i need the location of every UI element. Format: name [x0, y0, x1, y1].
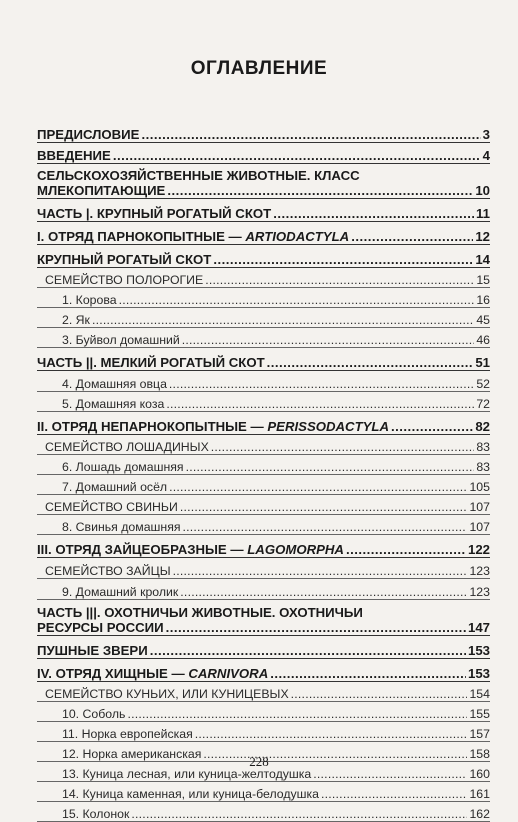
toc-entry — [37, 124, 490, 143]
toc-entry — [37, 268, 490, 288]
toc-entry-label: 13. Куница лесная, или куница-желтодушка — [62, 767, 312, 781]
toc-entry — [37, 579, 490, 600]
toc-entry — [37, 348, 490, 371]
toc-entry-label: 2. Як — [62, 313, 90, 327]
toc-entry-page: 51 — [475, 355, 490, 370]
toc-entry-latin: CARNIVORA — [188, 666, 269, 681]
toc-entry-label: СЕМЕЙСТВО ЗАЙЦЫ — [45, 564, 171, 578]
toc-entry-label: ЧАСТЬ ||. МЕЛКИЙ РОГАТЫЙ СКОТ — [37, 355, 265, 370]
toc-entry-label: ПУШНЫЕ ЗВЕРИ — [37, 643, 148, 658]
toc-entry-latin: LAGOMORPHA — [247, 542, 344, 557]
toc-entry-label-line1: ЧАСТЬ |||. ОХОТНИЧЬИ ЖИВОТНЫЕ. ОХОТНИЧЬИ — [37, 605, 363, 620]
toc-entry-label: 12. Норка американская — [62, 747, 202, 761]
toc-entry-page: 82 — [475, 419, 490, 434]
toc-entry-label: СЕМЕЙСТВО КУНЬИХ, ИЛИ КУНИЦЕВЫХ — [45, 687, 289, 701]
toc-entry-latin: PERISSODACTYLA — [267, 419, 390, 434]
toc-entry — [37, 435, 490, 455]
toc-entry-page: 83 — [476, 460, 490, 474]
toc-entry-label: 10. Соболь — [62, 707, 126, 721]
toc-entry-page: 158 — [469, 747, 490, 761]
toc-entry-label: I. ОТРЯД ПАРНОКОПЫТНЫЕ — — [37, 229, 246, 244]
toc-entry-page: 4 — [482, 148, 490, 163]
toc-entry — [37, 600, 490, 636]
toc-entry — [37, 702, 490, 722]
toc-entry-page: 10 — [475, 183, 490, 198]
toc-entry — [37, 636, 490, 659]
toc-entry-page: 72 — [476, 397, 490, 411]
toc-entry-page: 16 — [476, 293, 490, 307]
toc-entry-page: 154 — [469, 687, 490, 701]
toc-entry — [37, 164, 490, 199]
toc-entry — [37, 245, 490, 268]
toc-entry-page: 107 — [469, 520, 490, 534]
toc-entry-page: 123 — [469, 585, 490, 599]
toc-entry-page: 162 — [469, 807, 490, 821]
toc-entry-page: 122 — [467, 542, 490, 557]
page-number: 228 — [249, 754, 269, 769]
toc-entry-label-line1: СЕЛЬСКОХОЗЯЙСТВЕННЫЕ ЖИВОТНЫЕ. КЛАСС — [37, 168, 360, 183]
toc-entry — [37, 371, 490, 392]
toc-entry-label: 1. Корова — [62, 293, 117, 307]
toc-entry — [37, 782, 490, 802]
toc-entry-page: 14 — [475, 252, 490, 267]
toc-entry — [37, 412, 490, 435]
toc-entry-page: 52 — [476, 377, 490, 391]
toc-entry-page: 147 — [467, 620, 490, 635]
toc-entry-label: 7. Домашний осёл — [62, 480, 168, 494]
toc-entry-label: ЧАСТЬ |. КРУПНЫЙ РОГАТЫЙ СКОТ — [37, 206, 272, 221]
toc-entry-page: 123 — [469, 564, 490, 578]
toc-entry — [37, 308, 490, 328]
toc-entry — [37, 535, 490, 558]
toc-entry-page: 161 — [469, 787, 490, 801]
toc-entry-page: 107 — [469, 500, 490, 514]
toc-entry-label: СЕМЕЙСТВО ЛОШАДИНЫХ — [45, 440, 209, 454]
toc-entry — [37, 802, 490, 822]
toc-entry-label: 3. Буйвол домашний — [62, 333, 180, 347]
toc-entry-page: 12 — [475, 229, 490, 244]
toc-entry-page: 155 — [469, 707, 490, 721]
toc-entry — [37, 682, 490, 702]
toc-entry-label: II. ОТРЯД НЕПАРНОКОПЫТНЫЕ — — [37, 419, 268, 434]
table-of-contents — [37, 124, 490, 822]
toc-entry — [37, 659, 490, 682]
toc-entry-label: 8. Свинья домашняя — [62, 520, 181, 534]
toc-entry — [37, 328, 490, 348]
toc-entry-label: СЕМЕЙСТВО СВИНЬИ — [45, 500, 178, 514]
toc-entry-page: 83 — [476, 440, 490, 454]
toc-entry-label: СЕМЕЙСТВО ПОЛОРОГИЕ — [45, 273, 204, 287]
toc-entry-label: 9. Домашний кролик — [62, 585, 179, 599]
toc-entry — [37, 515, 490, 535]
toc-entry-label: III. ОТРЯД ЗАЙЦЕОБРАЗНЫЕ — — [37, 542, 248, 557]
toc-entry-label-line2: МЛЕКОПИТАЮЩИЕ — [37, 183, 166, 198]
toc-entry-label: 5. Домашняя коза — [62, 397, 165, 411]
toc-entry-latin: ARTIODACTYLA — [245, 229, 350, 244]
toc-entry — [37, 199, 490, 222]
toc-entry — [37, 475, 490, 495]
toc-entry-label: КРУПНЫЙ РОГАТЫЙ СКОТ — [37, 252, 212, 267]
toc-entry — [37, 288, 490, 308]
toc-entry-page: 15 — [476, 273, 490, 287]
toc-entry — [37, 558, 490, 579]
page-title: ОГЛАВЛЕНИЕ — [190, 58, 328, 79]
toc-entry-label: 15. Колонок — [62, 807, 130, 821]
toc-entry-label: 4. Домашняя овца — [62, 377, 167, 391]
toc-entry — [37, 143, 490, 164]
toc-entry-label: 6. Лошадь домашняя — [62, 460, 184, 474]
toc-entry-page: 157 — [469, 727, 490, 741]
toc-entry-label: IV. ОТРЯД ХИЩНЫЕ — — [37, 666, 189, 681]
toc-entry-label: ПРЕДИСЛОВИЕ — [37, 127, 140, 142]
toc-entry-page: 153 — [467, 666, 490, 681]
toc-entry — [37, 722, 490, 742]
toc-entry-page: 46 — [476, 333, 490, 347]
toc-entry-label-line2: РЕСУРСЫ РОССИИ — [37, 620, 164, 635]
toc-entry-page: 160 — [469, 767, 490, 781]
toc-entry-label: ВВЕДЕНИЕ — [37, 148, 111, 163]
toc-entry — [37, 222, 490, 245]
toc-entry-page: 153 — [467, 643, 490, 658]
toc-entry-label: 11. Норка европейская — [62, 727, 193, 741]
toc-entry-page: 11 — [476, 206, 490, 221]
toc-entry — [37, 392, 490, 412]
toc-entry — [37, 495, 490, 515]
toc-entry-page: 105 — [469, 480, 490, 494]
toc-entry-label: 14. Куница каменная, или куница-белодушка — [62, 787, 320, 801]
toc-entry-page: 45 — [476, 313, 490, 327]
toc-entry — [37, 455, 490, 475]
toc-entry-page: 3 — [482, 127, 490, 142]
